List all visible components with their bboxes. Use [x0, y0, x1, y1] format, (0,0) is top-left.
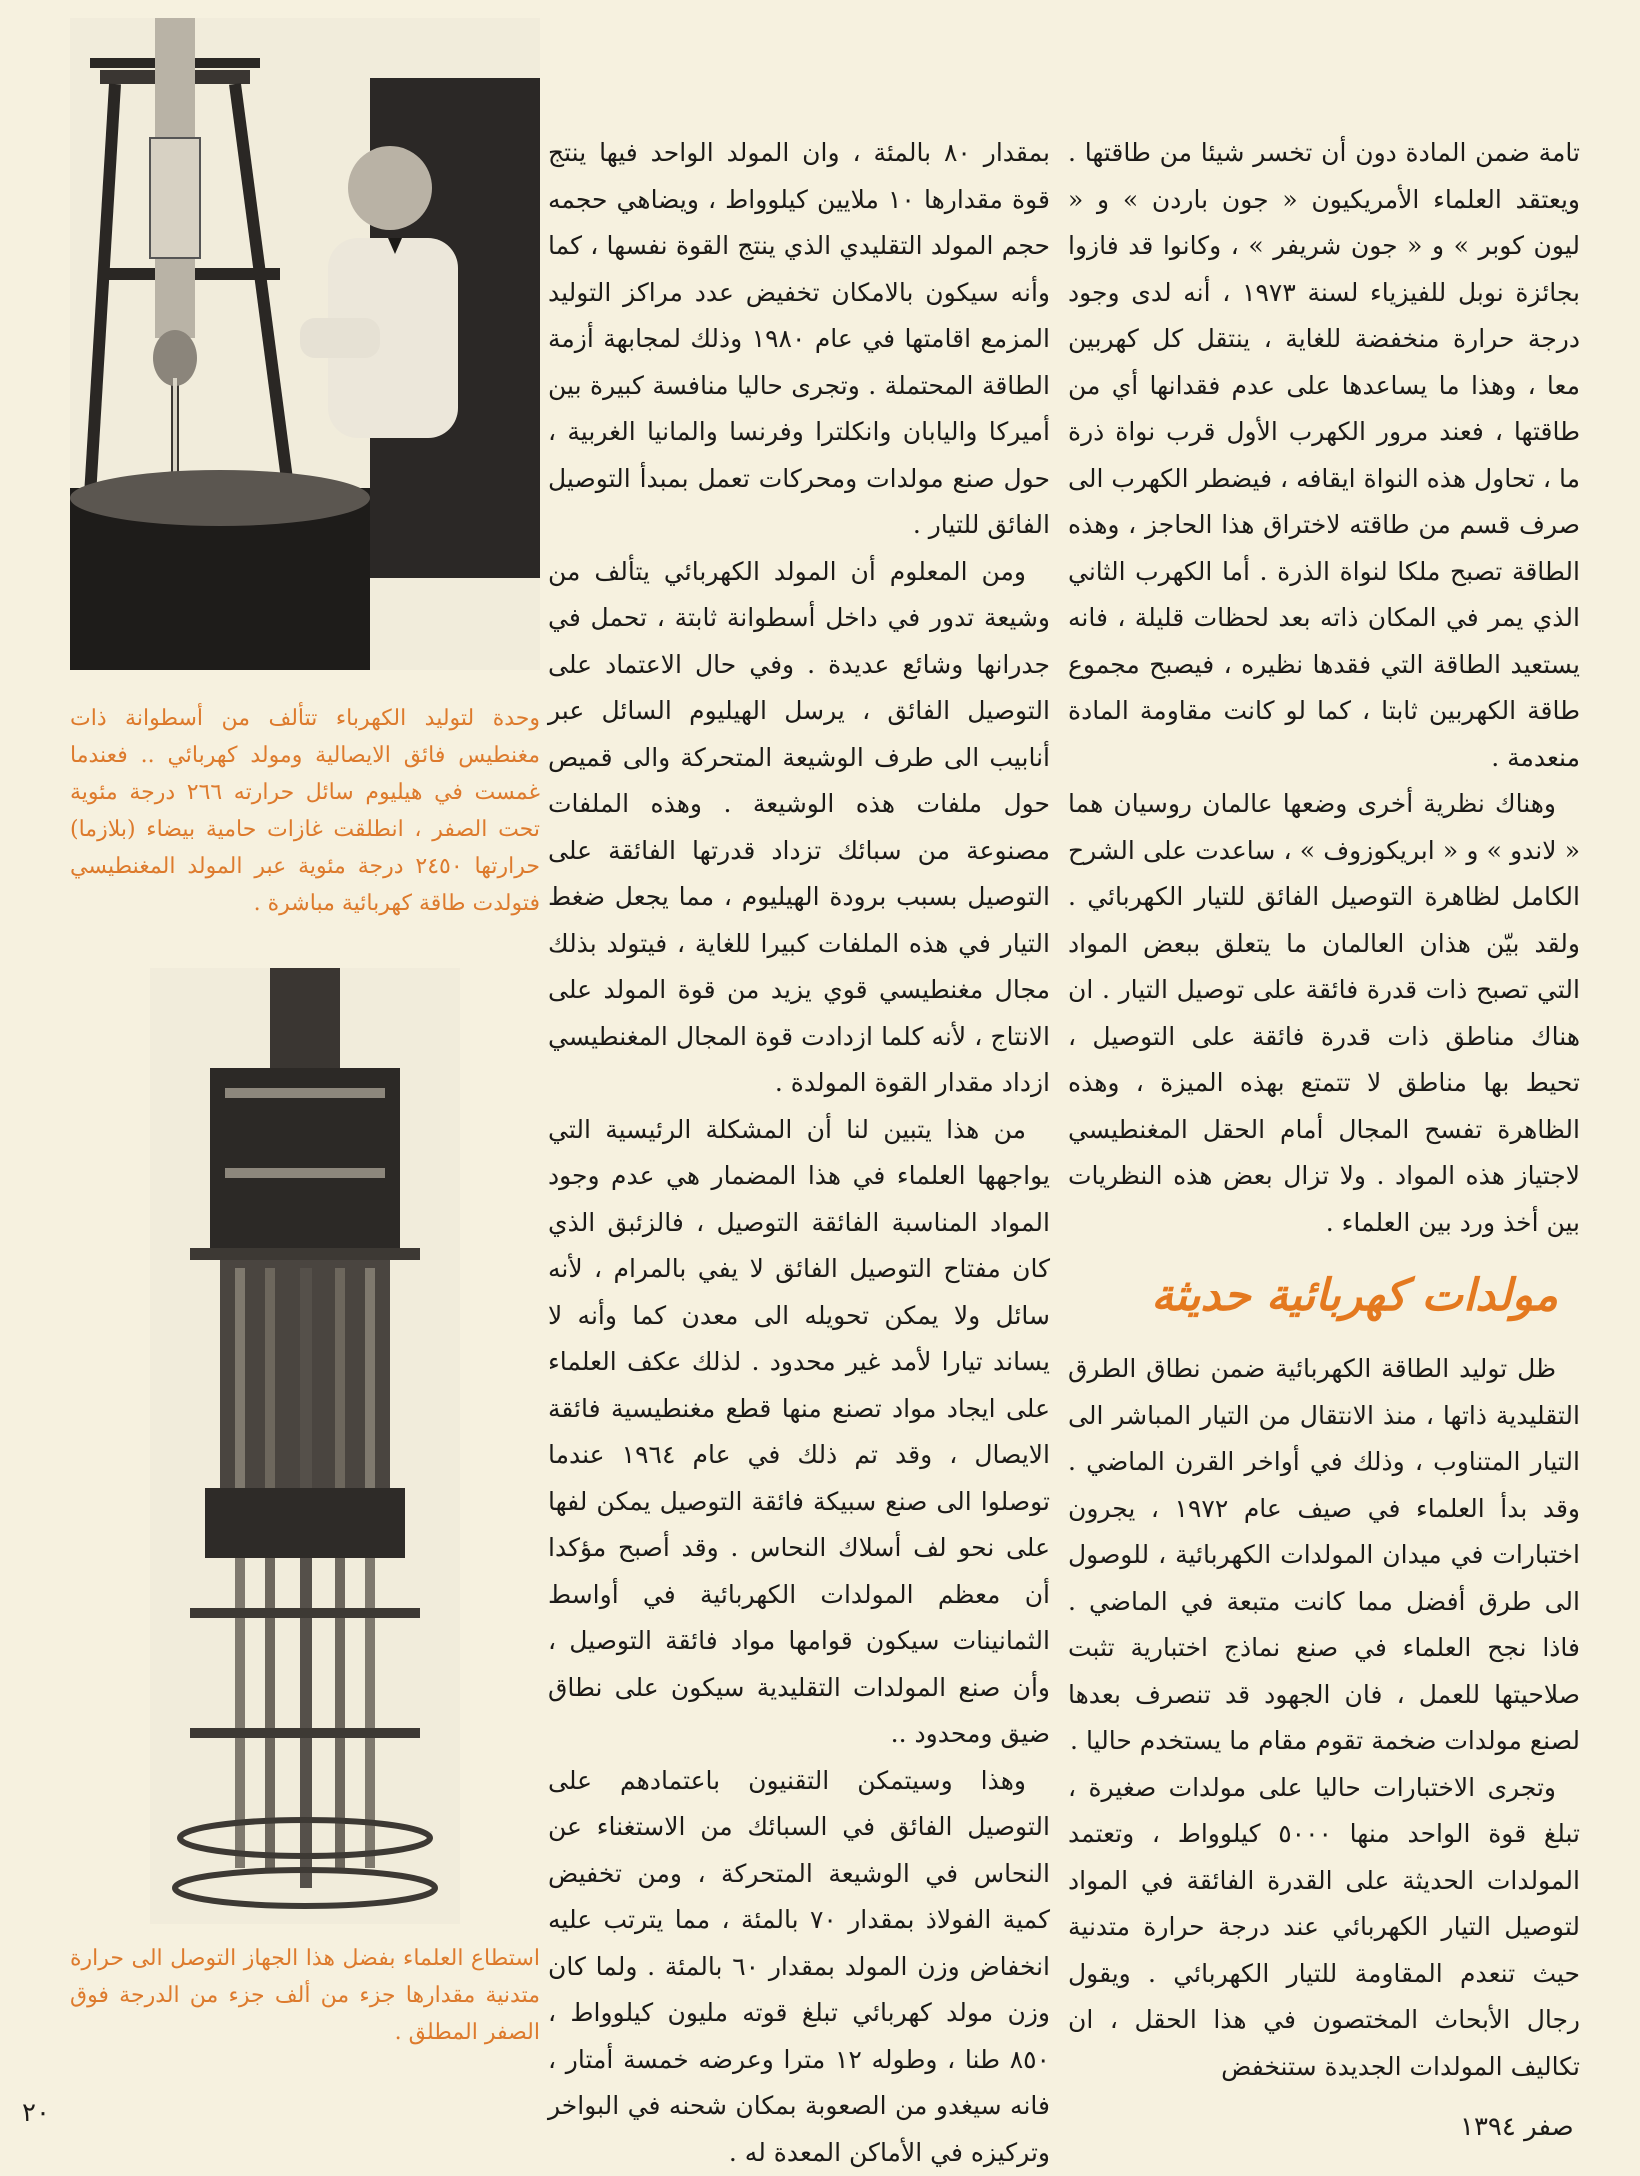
paragraph: ومن المعلوم أن المولد الكهربائي يتألف من وشيعة تدور في داخل أسطوانة ثابتة ، تحمل في جدرانها وشائع عديدة . وفي حال الاعتماد على التوصيل الفائق ، يرسل الهيليوم السائل عبر أنابيب الى طرف الوشيعة المتحركة والى قميص حول ملفات هذه الوشيعة . وهذه الملفات مصنوعة من سبائك تزداد قدرتها الفائقة على التوصيل بسبب برودة الهيليوم ، مما يجعل ضغط التيار في هذه الملفات كبيرا للغاية ، فيتولد بذلك مجال مغنطيسي قوي يزيد من قوة المولد على الانتاج ، لأنه كلما ازدادت قوة المجال المغنطيسي ازداد مقدار القوة المولدة . — [548, 549, 1050, 1107]
right-column — [1068, 130, 1580, 1246]
section-heading: مولدات كهربائية حديثة — [1088, 1262, 1558, 1330]
paragraph: وهناك نظرية أخرى وضعها عالمان روسيان هما « لاندو » و « ابريكوزوف » ، ساعدت على الشرح الكامل لظاهرة التوصيل الفائق للتيار الكهربائي . ولقد بيّن هذان العالمان ما يتعلق ببعض المواد التي تصبح ذات قدرة فائقة على توصيل التيار . ان هناك مناطق ذات قدرة فائقة على التوصيل ، تحيط بها مناطق لا تتمتع بهذه الميزة ، وهذه الظاهرة تفسح المجال أمام الحقل المغنطيسي لاجتياز هذه المواد . ولا تزال بعض هذه النظريات بين أخذ ورد بين العلماء . — [1068, 781, 1580, 1246]
paragraph: من هذا يتبين لنا أن المشكلة الرئيسية التي يواجهها العلماء في هذا المضمار هي عدم وجود المواد المناسبة الفائقة التوصيل ، فالزئبق الذي كان مفتاح التوصيل الفائق لا يفي بالمرام ، لأنه سائل ولا يمكن تحويله الى معدن كما وأنه لا يساند تيارا لأمد غير محدود . لذلك عكف العلماء على ايجاد مواد تصنع منها قطع مغنطيسية فائقة الايصال ، وقد تم ذلك في عام ١٩٦٤ عندما توصلوا الى صنع سبيكة فائقة التوصيل يمكن لفها على نحو لف أسلاك النحاس . وقد أصبح مؤكدا أن معظم المولدات الكهربائية في أواسط الثمانينات سيكون قوامها مواد فائقة التوصيل ، وأن صنع المولدات التقليدية سيكون على نطاق ضيق ومحدود .. — [548, 1107, 1050, 1758]
issue-date: صفر ١٣٩٤ — [1460, 2112, 1574, 2142]
paragraph: وهذا وسيتمكن التقنيون باعتمادهم على التوصيل الفائق في السبائك من الاستغناء عن النحاس في الوشيعة المتحركة ، ومن تخفيض كمية الفولاذ بمقدار ٧٠ بالمئة ، مما يترتب عليه انخفاض وزن المولد بمقدار ٦٠ بالمئة . ولما كان وزن مولد كهربائي تبلغ قوته مليون كيلوواط ، ٨٥٠ طنا ، وطوله ١٢ مترا وعرضه خمسة أمتار ، فانه سيغدو من الصعوبة بمكان شحنه في البواخر وتركيزه في الأماكن المعدة له . — [548, 1758, 1050, 2176]
right-column-lower — [1068, 1346, 1580, 2090]
page-number: ٢٠ — [22, 2098, 50, 2128]
paragraph: ظل توليد الطاقة الكهربائية ضمن نطاق الطرق التقليدية ذاتها ، منذ الانتقال من التيار المباشر الى التيار المتناوب ، وذلك في أواخر القرن الماضي . وقد بدأ العلماء في صيف عام ١٩٧٢ ، يجرون اختبارات في ميدان المولدات الكهربائية ، للوصول الى طرق أفضل مما كانت متبعة في الماضي . فاذا نجح العلماء في صنع نماذج اختبارية تثبت صلاحيتها للعمل ، فان الجهود قد تنصرف بعدها لصنع مولدات ضخمة تقوم مقام ما يستخدم حاليا . — [1068, 1346, 1580, 1765]
photo-cryogenic-apparatus — [150, 968, 460, 1924]
caption-top: وحدة لتوليد الكهرباء تتألف من أسطوانة ذات مغنطيس فائق الايصالية ومولد كهربائي .. فعندما غمست في هيليوم سائل حرارته ٢٦٦ درجة مئوية تحت الصفر ، انطلقت غازات حامية بيضاء (بلازما) حرارتها ٢٤٥٠ درجة مئوية عبر المولد المغنطيسي فتولدت طاقة كهربائية مباشرة . — [70, 700, 540, 922]
photo-generator-unit — [70, 18, 540, 670]
paragraph: تامة ضمن المادة دون أن تخسر شيئا من طاقتها . ويعتقد العلماء الأمريكيون « جون باردن » و « ليون كوبر » و « جون شريفر » ، وكانوا قد فازوا بجائزة نوبل للفيزياء لسنة ١٩٧٣ ، أنه لدى وجود درجة حرارة منخفضة للغاية ، ينتقل كل كهربين معا ، وهذا ما يساعدها على عدم فقدانها أي من طاقتها ، فعند مرور الكهرب الأول قرب نواة ذرة ما ، تحاول هذه النواة ايقافه ، فيضطر الكهرب الى صرف قسم من طاقته لاختراق هذا الحاجز ، وهذه الطاقة تصبح ملكا لنواة الذرة . أما الكهرب الثاني الذي يمر في المكان ذاته بعد لحظات قليلة ، فانه يستعيد الطاقة التي فقدها نظيره ، فيصبح مجموع طاقة الكهربين ثابتا ، كما لو كانت مقاومة المادة منعدمة . — [1068, 130, 1580, 781]
caption-bottom: استطاع العلماء بفضل هذا الجهاز التوصل الى حرارة متدنية مقدارها جزء من ألف جزء من الدرجة فوق الصفر المطلق . — [70, 1940, 540, 2051]
paragraph: بمقدار ٨٠ بالمئة ، وان المولد الواحد فيها ينتج قوة مقدارها ١٠ ملايين كيلوواط ، ويضاهي حجمه حجم المولد التقليدي الذي ينتج القوة نفسها ، كما وأنه سيكون بالامكان تخفيض عدد مراكز التوليد المزمع اقامتها في عام ١٩٨٠ وذلك لمجابهة أزمة الطاقة المحتملة . وتجرى حاليا منافسة كبيرة بين أميركا واليابان وانكلترا وفرنسا والمانيا الغربية ، حول صنع مولدات ومحركات تعمل بمبدأ التوصيل الفائق للتيار . — [548, 130, 1050, 549]
middle-column — [548, 130, 1050, 2176]
paragraph: وتجرى الاختبارات حاليا على مولدات صغيرة ، تبلغ قوة الواحد منها ٥٠٠٠ كيلوواط ، وتعتمد المولدات الحديثة على القدرة الفائقة في المواد لتوصيل التيار الكهربائي عند درجة حرارة متدنية حيث تنعدم المقاومة للتيار الكهربائي . ويقول رجال الأبحاث المختصون في هذا الحقل ، ان تكاليف المولدات الجديدة ستنخفض — [1068, 1765, 1580, 2091]
